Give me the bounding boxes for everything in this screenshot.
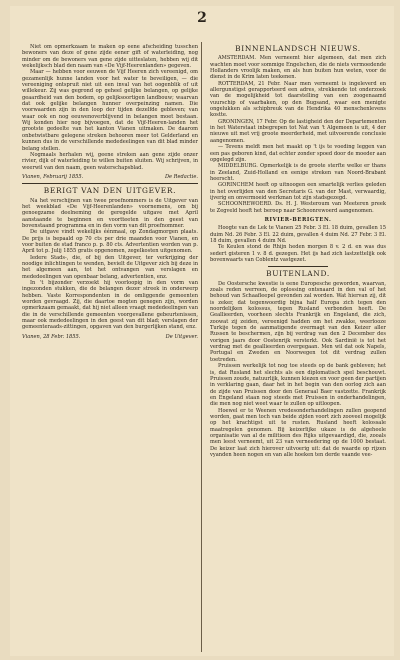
uitgever-paragraph-1: Na het verschijnen van twee proefnommers is de Uitgever van het weekblad «De Vijf-Heerenlanden» voornemens, om bij genoegzame deelneming de geregelde uitgave met April aanstaande te beginnen en voortteeten in den geest van bovenstaand programma en in den vorm van dit proefnommer. — [22, 197, 198, 229]
uitgever-paragraph-3: Iedere Stads-, die, of bij den Uitgever, ter verkrijging der noodige inlichtingen te wenden, bevielt de Uitgever zich bij deze in het algemeen aan, tot het ontvangen van verslagen en mededeelingen van openbaar belang, advertentien, enz. — [22, 254, 198, 280]
news-item: GRONINGEN, 17 Febr. Op de lastigheid den der Departementen in het Waterstaat inbegrepen tot Nat van 't Algemeen is uit, 4 der nieuwe uit met vrij groote meerderheid, met uitvoerende conclusie aangenomen. — [210, 118, 386, 144]
newspaper-page — [10, 6, 394, 656]
divider — [268, 266, 328, 267]
news-item: ROTTERDAM, 21 Febr. Naar men verneemt is ingeleverd en allergunstigst gerapporteerd een adres, strekkende tot onderzoek van de mogelijkheid tot daarstelling van een zoogenaamd vuurschip of vaarbaken, op den Bugsand, waar een menigte ongelukken als schipbreuk van de Hendrika 40 menschenlevens kostte. — [210, 80, 386, 119]
news-item: GORINCHEM heeft op uitnoogen een smartelijk verlies geleden in het overlijden van den Secretaris G. van der Mast, verwaardig, ijverig en onvermoeid werkman tot zijn stadsgezegd. — [210, 182, 386, 201]
foreign-news-paragraph: Pruissen werkelijk tot nog toe steeds op de bank gebleven; het is, dat Rusland het slechts als een diplomatisch spel beschouwt. Pruissen zoude, natuurlijk, kunnen kiezen en voor geen der partijen in verklaring gaan, daar het in het begin van den oorlog zich aan de zijde van Pruissen door den Generaal Baer vastzette. Frankrijk en Engeland staan nog steeds met Pruissen in onderhandelingen, die men nog niet weet waar te zullen op uitloopen. — [210, 363, 386, 408]
river-report: Te Keulen stond de Rhijn heden morgen 8 v. 2 d. en was dus sedert gisteren 1 v. 8 d. gezegen. Het ijs had zich lastzettelijk ook bovenwaarts van Coblentz vastgezet. — [210, 244, 386, 263]
column-rule — [201, 42, 202, 652]
section-heading-rivier: RIVIER-BERIGTEN. — [264, 216, 332, 223]
intro-paragraph-1: Niet om opmerkzaam te maken op eene afscheiding tusschen bewoners van deze of gene zijde eener gift of waterleiding, nog minder om de bewoners van gene zijde uitteslaten, hebben wij dit wekelijksch blad den naam van «De Vijf-Heerenlanden» gegeven. — [22, 44, 198, 70]
news-item: MIDDELBURG. Opmerkelijk is de groote sterfte welke er thans in Zeeland, Zuid-Holland en eenige streken van Noord-Brabant heerscht. — [210, 163, 386, 182]
signature-author: De Uitgever. — [165, 333, 198, 340]
section-heading-binnenland: BINNENLANDSCH NIEUWS. — [235, 44, 361, 53]
river-report: Hoogte van de Lek te Vianen 25 Febr. 3 El. 18 duim, gevallen 15 duim Nd. 26 Febr. 3 El. 22 duim, gevallen 4 duim Nd. 27 Febr. 3 El. 18 duim, gevallen 4 duim Nd. — [210, 225, 386, 244]
signature-place-date: Vianen, 28 Febr. 1855. — [22, 333, 81, 340]
signature-uitgever — [22, 334, 198, 340]
section-heading-buitenland: BUITENLAND. — [266, 269, 330, 279]
uitgever-paragraph-4: In 't bijzonder verzoekt hij voorloopig in den vorm van ingezonden stukken, die de belangen dezer streek in onderwerp hebben. Vaste Korrespondenten in de omliggende gemeenten worden gevraagd. Zij, die daartoe mogten genegen zijn, worden opmerkzaam gemaakt, dat hij niet alleen vraagt mededeelingen van die in de verschillende gemeenten voorgevallene gebeurtenissen, maar ook mededeelingen in den geest van dit blad; verslagen der gemeenteraads-zittingen, opgaven van den burgerlijken stand, enz. — [22, 280, 198, 331]
right-column — [210, 42, 386, 458]
news-item: AMSTERDAM. Men verneemt hier algemeen, dat men zich wachten moet voor sommige Engelschen, die de niets vermoedende Hollanders vroolijk maken, en als hun buiten hun weten, voor de dienst in de Krim laten teekenen. — [210, 55, 386, 81]
signature-redactie — [22, 174, 198, 180]
signature-place-date: Vianen, Februarij 1855. — [22, 173, 84, 180]
page-number: 2 — [197, 10, 207, 26]
intro-paragraph-2: Maar — hebben voor eeuwen de Vijf Heeren zich vereenigd, om gezamenlijk hunne landen voor het water te beveiligen, — die vereeniging ontspruit niet uit een inval van het oogenblik of uit willekeur. Zij was gegrond op geheel gelijke belangen, op gelijke geaardheid van den bodem, op gelijksoortigen landbouw; waarvan dat ook gelijke belangen hunner overpeinzing namen. Die voorwaarden zijn in den loop der tijden dezelfde gebleven; van waar ook en nog eeuwenoverblijvend in belangen moet bestaan. Wij konden hier nog bijvoegen, dat de Vijf-Heeren-landen het grootste gedeelte van het kanton Vianen uitmaken. De daarom onbetwistbare gelegene streken behooren meer tot Gelderland en kunnen dus in de verschillende mededeelingen van dit blad minder belang stellen. — [22, 69, 198, 152]
signature-author: De Redactie. — [164, 173, 198, 180]
left-column — [22, 44, 198, 342]
foreign-news-paragraph: De Oostersche kwestie is eene Europesche geworden, waarvan, zoals reden werreen, de oplossing ontsnaard in den val of het behoud van Schaafleepel gevonden zal worden. Wat hiervan zij, dit is zeker, dat tegenwoordig bijna half Europa zich tegen den noordelijken kolossus, tegen Rusland verbonden heeft. De Geallieerden, voorheen slechts Frankrijk en Engeland, die zich, zoowat zij zeiden, vereenigd hadden om het zwakke, weerlooze Turkije tegen de aanmatigende overmagt van den Keizer aller Russen te beschermen, zijn bij verdrag van den 2 December des vorigen jaars door Oostenrijk versterkt. Ook Sardinië is tot het verdrag met de geallieerden overgegaan. Men wil dat ook Napels, Portugal en Zweden en Noorwegen tot dit verdrag zullen toetreden. — [210, 280, 386, 363]
foreign-news-paragraph: Hoewel er te Weenen vredesonderhandelingen zullen geopend worden, gaat men toch van beide zijden voort zich zooveel mogelijk op het krachtigst uit te rusten. Rusland heeft kolossale maatregelen genomen. Bij keizerlijke ukaze is de algeheele organisatie van al de militieen des Rijks uitgevaardigd, die, zooals men leest verneemt, uit 23 van verneedering op de 1000 bestaat. De keizer laat zich hierover uitvoerig uit: dat de waarde op rijzen vyanden heen nogen en van alle hoeken ten derde vaande vee- — [210, 407, 386, 458]
divider — [22, 183, 198, 184]
uitgever-paragraph-2: De uitgave vindt wekelijks éénmaal, op Zondagmorgen plaats. De prijs is bepaald op 70 cts per drie maanden voor Vianen, en voor buiten de stad franco p. p. 80 cts. Advertentien worden van p. April tot p. Julij 1855 gratis opgenomen, zegelkosten uitgenomen. — [22, 229, 198, 255]
news-item: SCHOONREWOERD. Ds. H. J. Westeroum van Meeteren preek te Zegveld heeft het beroep naar Schoonrewoerd aangenomen. — [210, 201, 386, 214]
news-item: — Tevens meldt men het maakt op 't ijs te voeding leggen van een pas geboren kind, dat echter zonder spoed door de moeder aan opgelegd zijn. — [210, 144, 386, 163]
section-heading-uitgever: BERIGT VAN DEN UITGEVER. — [43, 186, 177, 196]
intro-paragraph-3: Nogmaals herhalen wij, geene streken aan gene zijde onzer rivier, dijk of waterleiding te willen buiten sluiten. Wij schrijven, in weerwil van den naam, geen waterschapsblad. — [22, 151, 198, 171]
